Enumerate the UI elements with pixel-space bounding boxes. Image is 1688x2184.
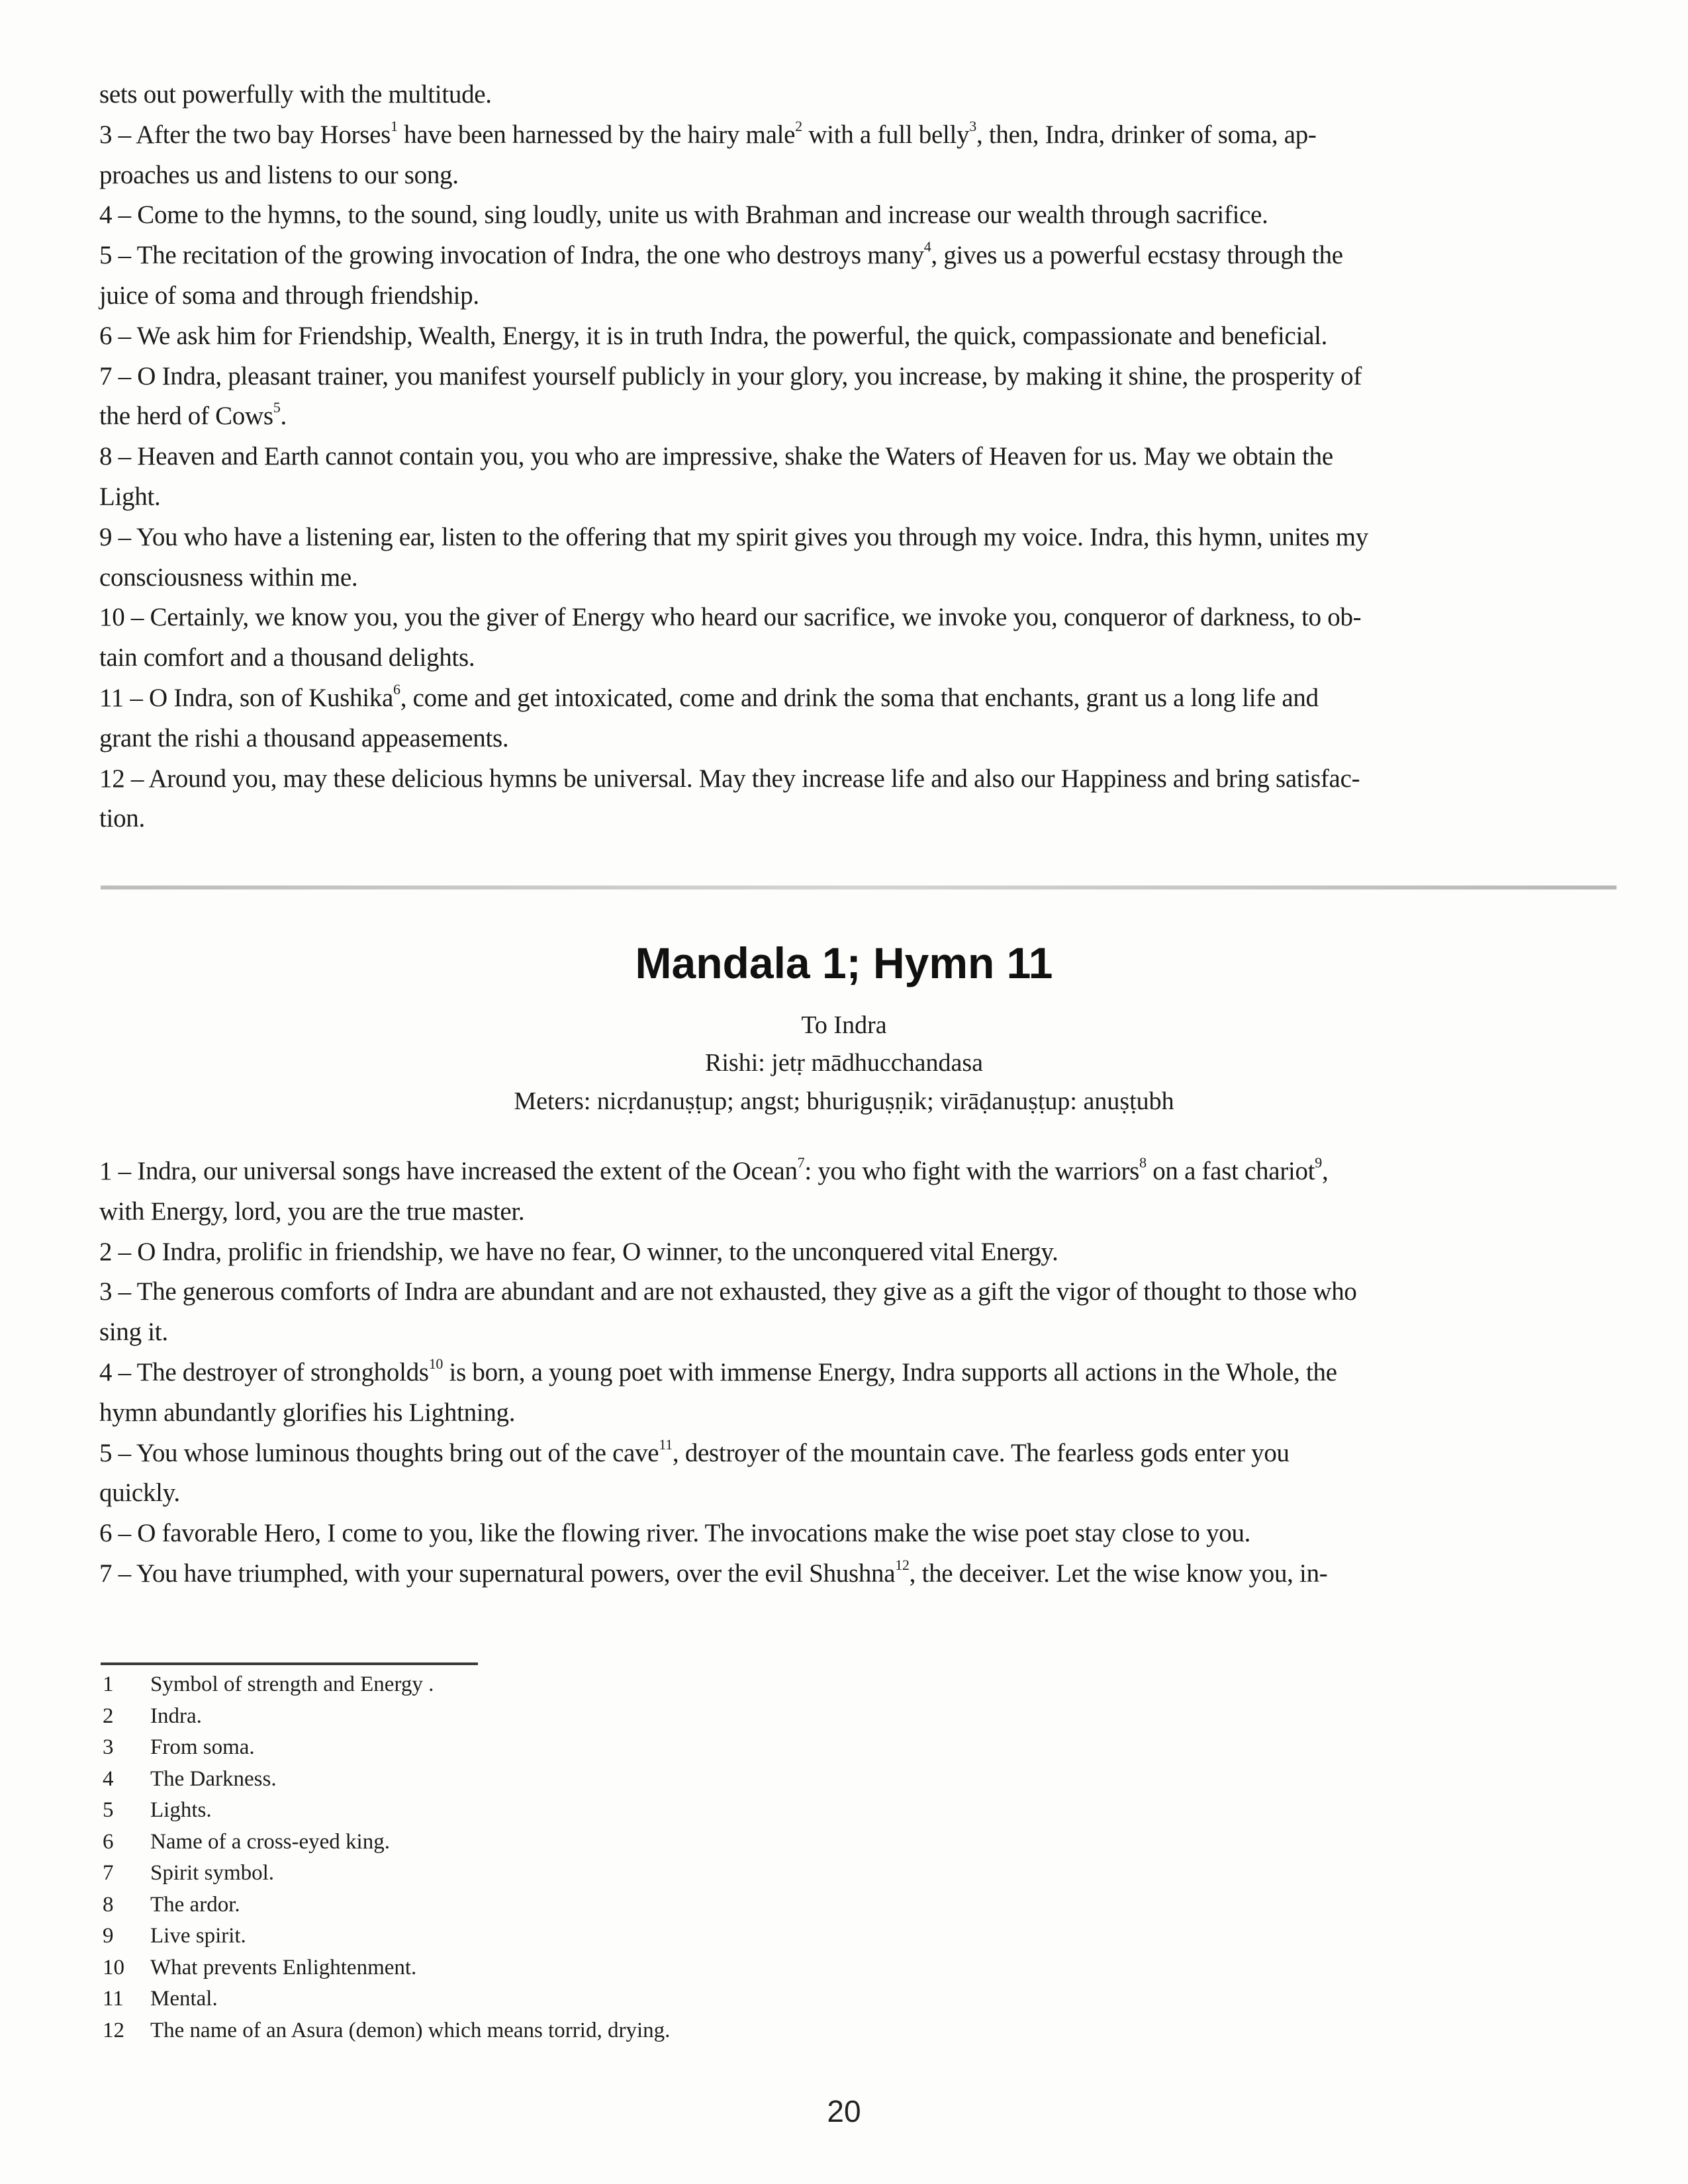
footnote-number: 1 [103,1672,114,1696]
page-number: 20 [827,2094,861,2128]
text-run: 4 – The destroyer of strongholds [99,1358,429,1387]
text-run: 1 – Indra, our universal songs have increased the extent of the Ocean [99,1157,798,1185]
text-run: , then, Indra, drinker of soma, ap- [976,120,1317,149]
text-line: with Energy, lord, you are the true master. [99,1197,525,1226]
footnote-text: Mental. [150,1987,218,2011]
text-line: 6 – We ask him for Friendship, Wealth, Energy, it is in truth Indra, the powerful, the quick, compassionate and beneficial. [99,321,1328,350]
footnote-item [103,1829,390,1855]
text-run: 5 – The recitation of the growing invocation of Indra, the one who destroys many [99,241,924,270]
text-run: with a full belly [802,120,970,149]
footnote-number: 4 [103,1766,114,1791]
hymn-title: Mandala 1; Hymn 11 [635,938,1053,987]
footnote-number: 6 [103,1829,114,1854]
text-line: sing it. [99,1318,168,1347]
text-line: hymn abundantly glorifies his Lightning. [99,1398,516,1427]
text-run: : you who fight with the warriors [804,1157,1140,1185]
text-line [99,239,1343,272]
footnote-ref[interactable]: 6 [393,681,400,698]
footnote-ref[interactable]: 10 [428,1355,444,1372]
footnote-text: Name of a cross-eyed king. [150,1829,390,1854]
text-run: 11 – O Indra, son of Kushika [99,684,394,712]
footnote-item [103,1923,246,1949]
text-line [99,1437,1289,1470]
footnote-separator [101,1662,478,1665]
footnote-item [103,1671,434,1698]
footnote-number: 10 [103,1955,124,1979]
text-line: 4 – Come to the hymns, to the sound, sing loudly, unite us with Brahman and increase our wealth through sacrifice. [99,201,1268,230]
text-line: 3 – The generous comforts of Indra are abundant and are not exhausted, they give as a gift the vigor of thought to those who [99,1277,1357,1306]
text-run: , gives us a powerful ecstasy through the [931,241,1343,270]
footnote-item [103,1703,202,1729]
text-run: , come and get intoxicated, come and drink the soma that enchants, grant us a long life and [400,684,1319,712]
footnote-text: Live spirit. [150,1924,246,1948]
footnote-ref[interactable]: 4 [923,238,931,255]
text-run: the herd of Cows [99,402,273,431]
text-line: tain comfort and a thousand delights. [99,643,475,672]
footnote-ref[interactable]: 3 [969,117,976,134]
footnote-number: 5 [103,1798,114,1822]
footnote-number: 11 [103,1987,124,2011]
text-run: 7 – You have triumphed, with your supernatural powers, over the evil Shushna [99,1559,896,1588]
footnote-text: From soma. [150,1735,255,1759]
footnote-ref[interactable]: 2 [795,117,802,134]
text-line: grant the rishi a thousand appeasements. [99,723,509,752]
footnote-item [103,1891,240,1918]
text-run: , the deceiver. Let the wise know you, in- [909,1559,1328,1588]
footnote-ref[interactable]: 8 [1139,1154,1147,1171]
footnote-ref[interactable]: 9 [1315,1154,1322,1171]
footnote-item [103,2017,670,2044]
text-run: have been harnessed by the hairy male [397,120,796,149]
footnote-item [103,1766,277,1792]
footnote-text: The name of an Asura (demon) which means torrid, drying. [150,2018,671,2042]
footnote-ref[interactable]: 11 [659,1435,673,1453]
hymn-meters: Meters: nicṛdanuṣṭup; angst; bhuriguṣṇik; virāḍanuṣṭup: anuṣṭubh [514,1087,1174,1115]
footnote-number: 9 [103,1924,114,1948]
footnote-item [103,1734,255,1760]
text-line: proaches us and listens to our song. [99,160,459,189]
footnote-number: 7 [103,1861,114,1885]
footnote-ref[interactable]: 5 [273,399,281,416]
text-line: 6 – O favorable Hero, I come to you, like the flowing river. The invocations make the wise poet stay close to you. [99,1519,1251,1548]
footnote-item [103,1860,274,1886]
text-run: , [1321,1157,1329,1185]
footnote-number: 2 [103,1704,114,1728]
hymn-dedication: To Indra [801,1011,887,1039]
footnote-number: 12 [103,2018,124,2042]
text-line: sets out powerfully with the multitude. [99,80,492,109]
footnote-ref[interactable]: 1 [391,117,398,134]
text-run: , destroyer of the mountain cave. The fearless gods enter you [672,1438,1289,1467]
text-line: quickly. [99,1479,180,1508]
footnote-text: The ardor. [150,1892,240,1917]
text-line [99,118,1317,152]
footnote-item [103,1985,218,2012]
footnote-text: What prevents Enlightenment. [150,1955,417,1979]
text-run: is born, a young poet with immense Energy, Indra supports all actions in the Whole, the [443,1358,1337,1387]
footnote-text: Lights. [150,1798,212,1822]
text-line: 2 – O Indra, prolific in friendship, we have no fear, O winner, to the unconquered vital Energy. [99,1237,1058,1266]
text-line: 12 – Around you, may these delicious hymns be universal. May they increase life and also our Happiness and bring satisfac- [99,764,1360,793]
footnote-ref[interactable]: 12 [895,1557,910,1573]
text-line [99,1557,1327,1590]
footnote-text: Indra. [150,1704,202,1728]
text-line: 9 – You who have a listening ear, listen to the offering that my spirit gives you through my voice. Indra, this hymn, unites my [99,522,1368,551]
text-run: . [280,402,287,431]
footnote-item [103,1797,212,1823]
footnote-text: The Darkness. [150,1766,277,1791]
footnote-number: 8 [103,1892,114,1917]
text-line: juice of soma and through friendship. [99,281,479,310]
text-line: tion. [99,804,145,833]
text-line: 10 – Certainly, we know you, you the giver of Energy who heard our sacrifice, we invoke you, conqueror of darkness, to ob- [99,603,1362,632]
footnote-ref[interactable]: 7 [797,1154,805,1171]
text-line: 8 – Heaven and Earth cannot contain you, you who are impressive, shake the Waters of Heaven for us. May we obtain the [99,442,1333,471]
text-line: consciousness within me. [99,563,358,592]
text-line [99,1356,1337,1389]
text-line [99,400,287,433]
section-divider [101,886,1617,889]
footnote-number: 3 [103,1735,114,1759]
text-run: 5 – You whose luminous thoughts bring out of the cave [99,1438,659,1467]
hymn-rishi: Rishi: jetṛ mādhucchandasa [705,1049,983,1077]
text-line [99,1155,1328,1188]
footnote-text: Symbol of strength and Energy . [150,1672,434,1696]
footnote-item [103,1954,416,1981]
text-line: Light. [99,482,161,511]
text-line: 7 – O Indra, pleasant trainer, you manifest yourself publicly in your glory, you increase, by making it shine, the prosperity of [99,361,1362,390]
footnote-text: Spirit symbol. [150,1861,275,1885]
text-run: on a fast chariot [1146,1157,1315,1185]
text-run: 3 – After the two bay Horses [99,120,391,149]
text-line [99,682,1319,715]
